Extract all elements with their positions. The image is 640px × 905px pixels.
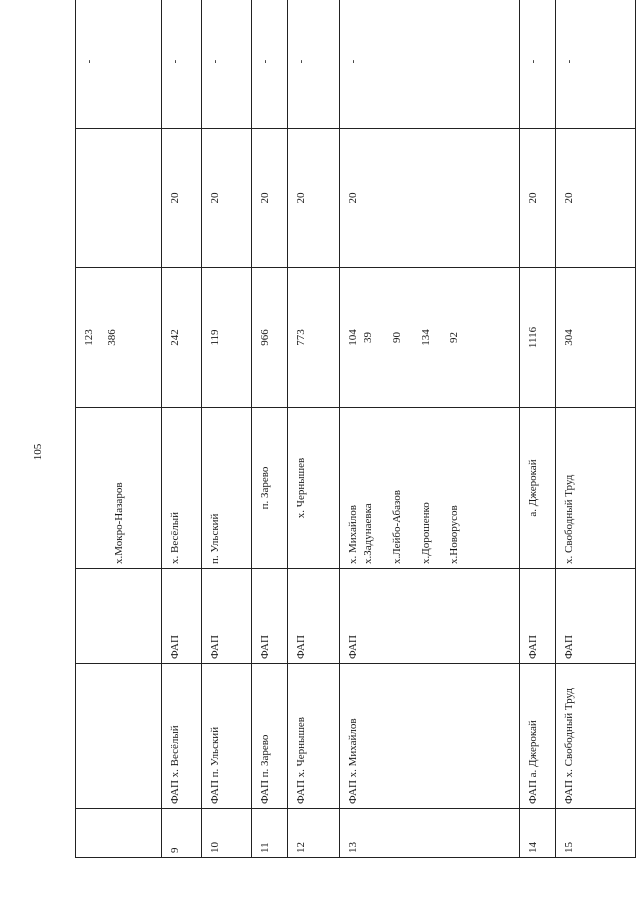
table-row [340,0,520,858]
settlement-name: а. Джерокай [520,408,556,569]
settlement-cell [76,408,162,569]
distance-value: 20 [520,129,556,268]
distance-value: 20 [162,129,202,268]
population-value: 773 [288,268,340,408]
facility-name: ФАП х. Чернышев [288,664,340,809]
population-value: 39 [361,332,374,343]
settlement-name: х.Дорошенко [419,502,432,564]
distance-value: 20 [340,129,520,268]
facility-type: ФАП [520,569,556,664]
distance-value: 20 [556,129,636,268]
extra-value: - [288,0,340,129]
facility-name: ФАП х. Весёлый [162,664,202,809]
extra-value: - [202,0,252,129]
table-row [556,0,636,858]
settlement-name: п. Зарево [252,408,288,569]
distance-value: 20 [202,129,252,268]
population-value: 104 [347,329,359,346]
population-cell [76,268,162,408]
facilities-table [75,0,636,858]
facility-name: ФАП п. Зарево [252,664,288,809]
facility-type: ФАП [252,569,288,664]
population-value: 304 [556,268,636,408]
table-row [202,0,252,858]
extra-value: - [556,0,636,129]
row-number: 13 [340,809,520,858]
table-row [76,0,162,858]
population-value: 123 [83,329,95,346]
extra-value: - [162,0,202,129]
row-number: 14 [520,809,556,858]
facility-name [76,664,162,809]
population-value: 134 [419,329,432,346]
row-number: 10 [202,809,252,858]
facility-name: ФАП х. Михайлов [340,664,520,809]
settlement-name: п. Ульский [202,408,252,569]
population-value: 119 [202,268,252,408]
row-number: 9 [162,809,202,858]
extra-value: - [520,0,556,129]
facility-type: ФАП [556,569,636,664]
facility-type: ФАП [202,569,252,664]
facility-name: ФАП п. Ульский [202,664,252,809]
extra-value: - [76,0,162,129]
table-row [288,0,340,858]
settlement-name: х. Михайлов [347,505,359,564]
facility-type: ФАП [340,569,520,664]
distance-value: 20 [252,129,288,268]
facility-name: ФАП а. Джерокай [520,664,556,809]
table-row [162,0,202,858]
population-value: 242 [162,268,202,408]
settlement-name: х. Весёлый [162,408,202,569]
extra-value: - [252,0,288,129]
population-value: 966 [252,268,288,408]
population-value: 386 [105,329,118,346]
facility-name: ФАП х. Свободный Труд [556,664,636,809]
row-number: 12 [288,809,340,858]
distance-value: 20 [288,129,340,268]
settlement-name: х.Задунаевка [361,503,374,564]
population-list [340,268,520,408]
settlement-list [340,408,520,569]
settlement-name: х. Свободный Труд [556,408,636,569]
facility-type [76,569,162,664]
page-number: 105 [32,443,44,461]
population-value: 90 [390,332,403,343]
table-row [520,0,556,858]
distance-value [76,129,162,268]
facility-type: ФАП [162,569,202,664]
population-value: 1116 [520,268,556,408]
facility-type: ФАП [288,569,340,664]
settlement-name: х.Новорусов [448,505,461,564]
population-value: 92 [448,332,461,343]
row-number: 11 [252,809,288,858]
settlement-name: х.Лейбо-Абазов [390,489,403,564]
table-row [252,0,288,858]
extra-value: - [340,0,520,129]
row-number: 15 [556,809,636,858]
settlement-name: х.Мокро-Назаров [113,482,125,564]
settlement-name: х. Чернышев [288,408,340,569]
row-number [76,809,162,858]
